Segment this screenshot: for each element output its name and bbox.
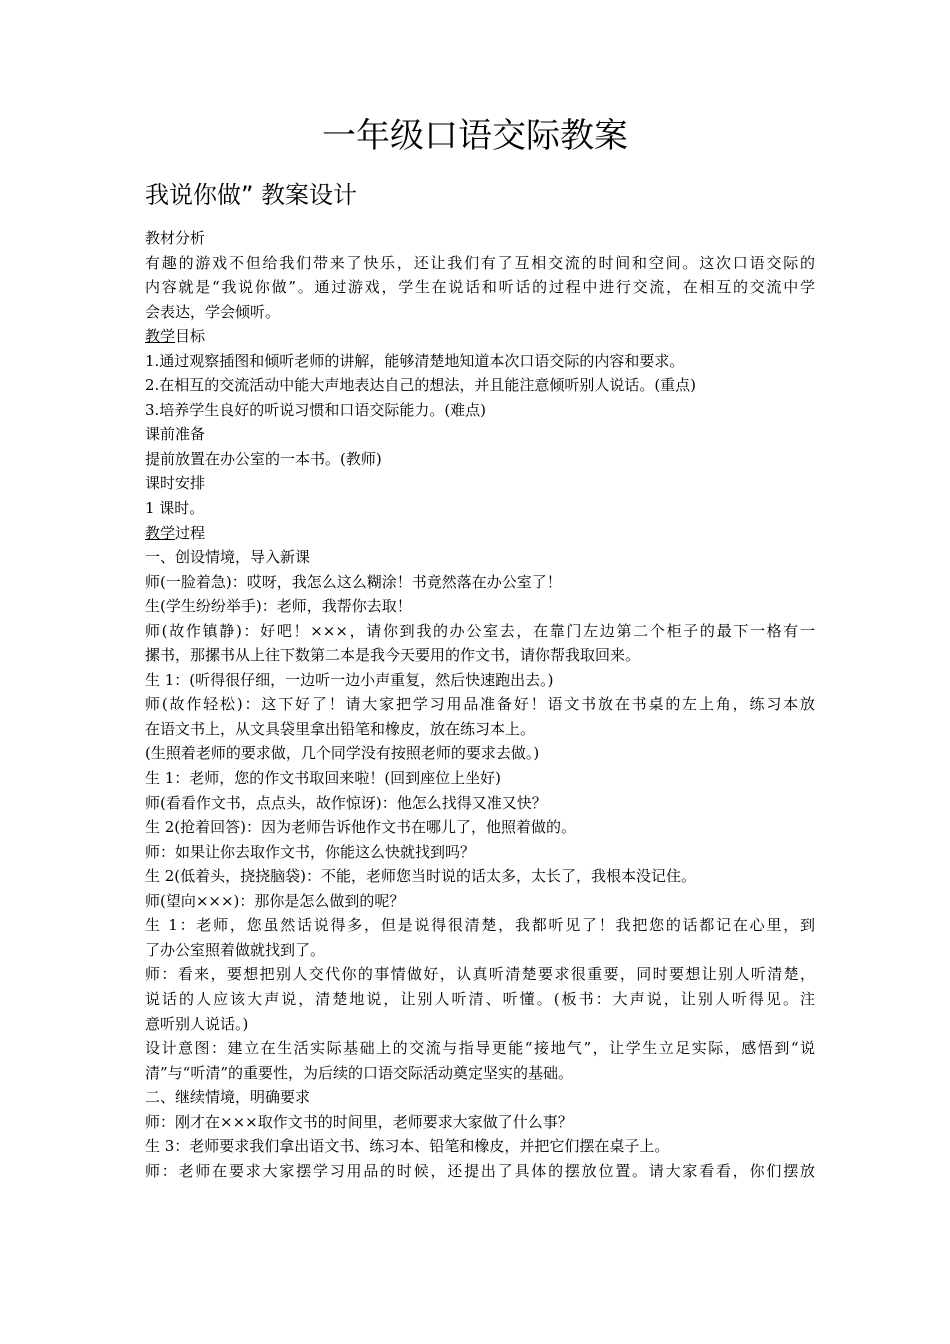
underlined-prefix: 教学 xyxy=(145,523,176,542)
text-line xyxy=(145,1085,815,1110)
text-line xyxy=(145,1061,815,1086)
line-text: 一、创设情境，导入新课 xyxy=(145,548,311,567)
text-line xyxy=(145,692,815,717)
text-line xyxy=(145,422,815,447)
line-text: 提前放置在办公室的一本书。(教师) xyxy=(145,449,382,468)
line-text: 生 1：(听得很仔细，一边听一边小声重复，然后快速跑出去。) xyxy=(145,670,554,689)
line-text: 师：老师在要求大家摆学习用品的时候，还提出了具体的摆放位置。请大家看看，你们摆放 xyxy=(145,1161,815,1180)
text-line xyxy=(145,300,815,325)
text-line xyxy=(145,349,815,374)
text-line xyxy=(145,594,815,619)
line-text: 师(故作镇静)：好吧！×××，请你到我的办公室去，在靠门左边第二个柜子的最下一格有一 xyxy=(145,621,815,640)
text-line xyxy=(145,471,815,496)
line-text: 1 课时。 xyxy=(145,499,205,518)
line-text: 二、继续情境，明确要求 xyxy=(145,1088,311,1107)
line-text: 师：刚才在×××取作文书的时间里，老师要求大家做了什么事？ xyxy=(145,1112,573,1131)
text-line xyxy=(145,545,815,570)
line-text: 师(望向×××)：那你是怎么做到的呢？ xyxy=(145,891,405,910)
text-line xyxy=(145,962,815,987)
line-text: 师(看看作文书，点点头，故作惊讶)：他怎么找得又准又快？ xyxy=(145,793,547,812)
text-line xyxy=(145,1036,815,1061)
line-text: 内容就是“我说你做”。通过游戏，学生在说话和听话的过程中进行交流，在相互的交流中学 xyxy=(145,278,815,297)
text-line xyxy=(145,1012,815,1037)
text-line xyxy=(145,840,815,865)
line-text: 生 2(低着头，挠挠脑袋)：不能，老师您当时说的话太多，太长了，我根本没记住。 xyxy=(145,867,697,886)
line-text: 在语文书上，从文具袋里拿出铅笔和橡皮，放在练习本上。 xyxy=(145,719,536,738)
text-line xyxy=(145,987,815,1012)
underlined-prefix: 教学 xyxy=(145,327,176,346)
text-line xyxy=(145,889,815,914)
line-text: 2.在相互的交流活动中能大声地表达自己的想法，并且能注意倾听别人说话。(重点) xyxy=(145,376,697,395)
line-text: 1.通过观察插图和倾听老师的讲解，能够清楚地知道本次口语交际的内容和要求。 xyxy=(145,351,685,370)
text-line xyxy=(145,643,815,668)
line-text: 生 2(抢着回答)：因为老师告诉他作文书在哪儿了，他照着做的。 xyxy=(145,818,577,837)
text-line xyxy=(145,815,815,840)
text-line xyxy=(145,398,815,423)
text-line xyxy=(145,1159,815,1184)
line-text: 说话的人应该大声说，清楚地说，让别人听清、听懂。(板书：大声说，让别人听得见。注 xyxy=(145,989,815,1008)
document-title: 一年级口语交际教案 xyxy=(322,116,628,156)
text-line xyxy=(145,251,815,276)
text-line xyxy=(145,275,815,300)
text-line xyxy=(145,1134,815,1159)
line-text: 课时安排 xyxy=(145,474,206,493)
text-line xyxy=(145,496,815,521)
line-text: 生 1：老师，您的作文书取回来啦！(回到座位上坐好) xyxy=(145,769,502,788)
text-line xyxy=(145,791,815,816)
line-text: 课前准备 xyxy=(145,425,206,444)
line-text: 清”与“听清”的重要性，为后续的口语交际活动奠定坚实的基础。 xyxy=(145,1063,574,1082)
text-line xyxy=(145,717,815,742)
text-line xyxy=(145,324,815,349)
text-line xyxy=(145,913,815,938)
line-text: 有趣的游戏不但给我们带来了快乐，还让我们有了互相交流的时间和空间。这次口语交际的 xyxy=(145,253,815,272)
document-body xyxy=(145,226,815,1183)
line-text: 过程 xyxy=(175,523,206,542)
line-text: 生 1：老师，您虽然话说得多，但是说得很清楚，我都听见了！我把您的话都记在心里，到 xyxy=(145,916,815,935)
text-line xyxy=(145,521,815,546)
line-text: 了办公室照着做就找到了。 xyxy=(145,940,326,959)
text-line xyxy=(145,741,815,766)
document-subtitle: 我说你做” 教案设计 xyxy=(145,181,358,209)
line-text: 生(学生纷纷举手)：老师，我帮你去取！ xyxy=(145,597,412,616)
line-text: 师：如果让你去取作文书，你能这么快就找到吗？ xyxy=(145,842,476,861)
text-line xyxy=(145,373,815,398)
line-text: 师：看来，要想把别人交代你的事情做好，认真听清楚要求很重要，同时要想让别人听清楚， xyxy=(145,965,815,984)
line-text: 意听别人说话。) xyxy=(145,1014,249,1033)
text-line xyxy=(145,1110,815,1135)
line-text: 目标 xyxy=(175,327,206,346)
text-line xyxy=(145,938,815,963)
line-text: 会表达，学会倾听。 xyxy=(145,302,281,321)
line-text: 师(故作轻松)：这下好了！请大家把学习用品准备好！语文书放在书桌的左上角，练习本放 xyxy=(145,695,815,714)
text-line xyxy=(145,766,815,791)
text-line xyxy=(145,570,815,595)
text-line xyxy=(145,447,815,472)
line-text: 设计意图：建立在生活实际基础上的交流与指导更能“接地气”，让学生立足实际，感悟到“说 xyxy=(145,1039,815,1058)
text-line xyxy=(145,864,815,889)
line-text: 教材分析 xyxy=(145,229,206,247)
line-text: 师(一脸着急)：哎呀，我怎么这么糊涂！书竟然落在办公室了！ xyxy=(145,572,562,591)
line-text: 3.培养学生良好的听说习惯和口语交际能力。(难点) xyxy=(145,400,487,419)
text-line xyxy=(145,226,815,251)
text-line xyxy=(145,668,815,693)
line-text: 摞书，那摞书从上往下数第二本是我今天要用的作文书，请你帮我取回来。 xyxy=(145,646,641,665)
text-line xyxy=(145,619,815,644)
line-text: 生 3：老师要求我们拿出语文书、练习本、铅笔和橡皮，并把它们摆在桌子上。 xyxy=(145,1137,670,1156)
line-text: (生照着老师的要求做，几个同学没有按照老师的要求去做。) xyxy=(145,744,540,763)
